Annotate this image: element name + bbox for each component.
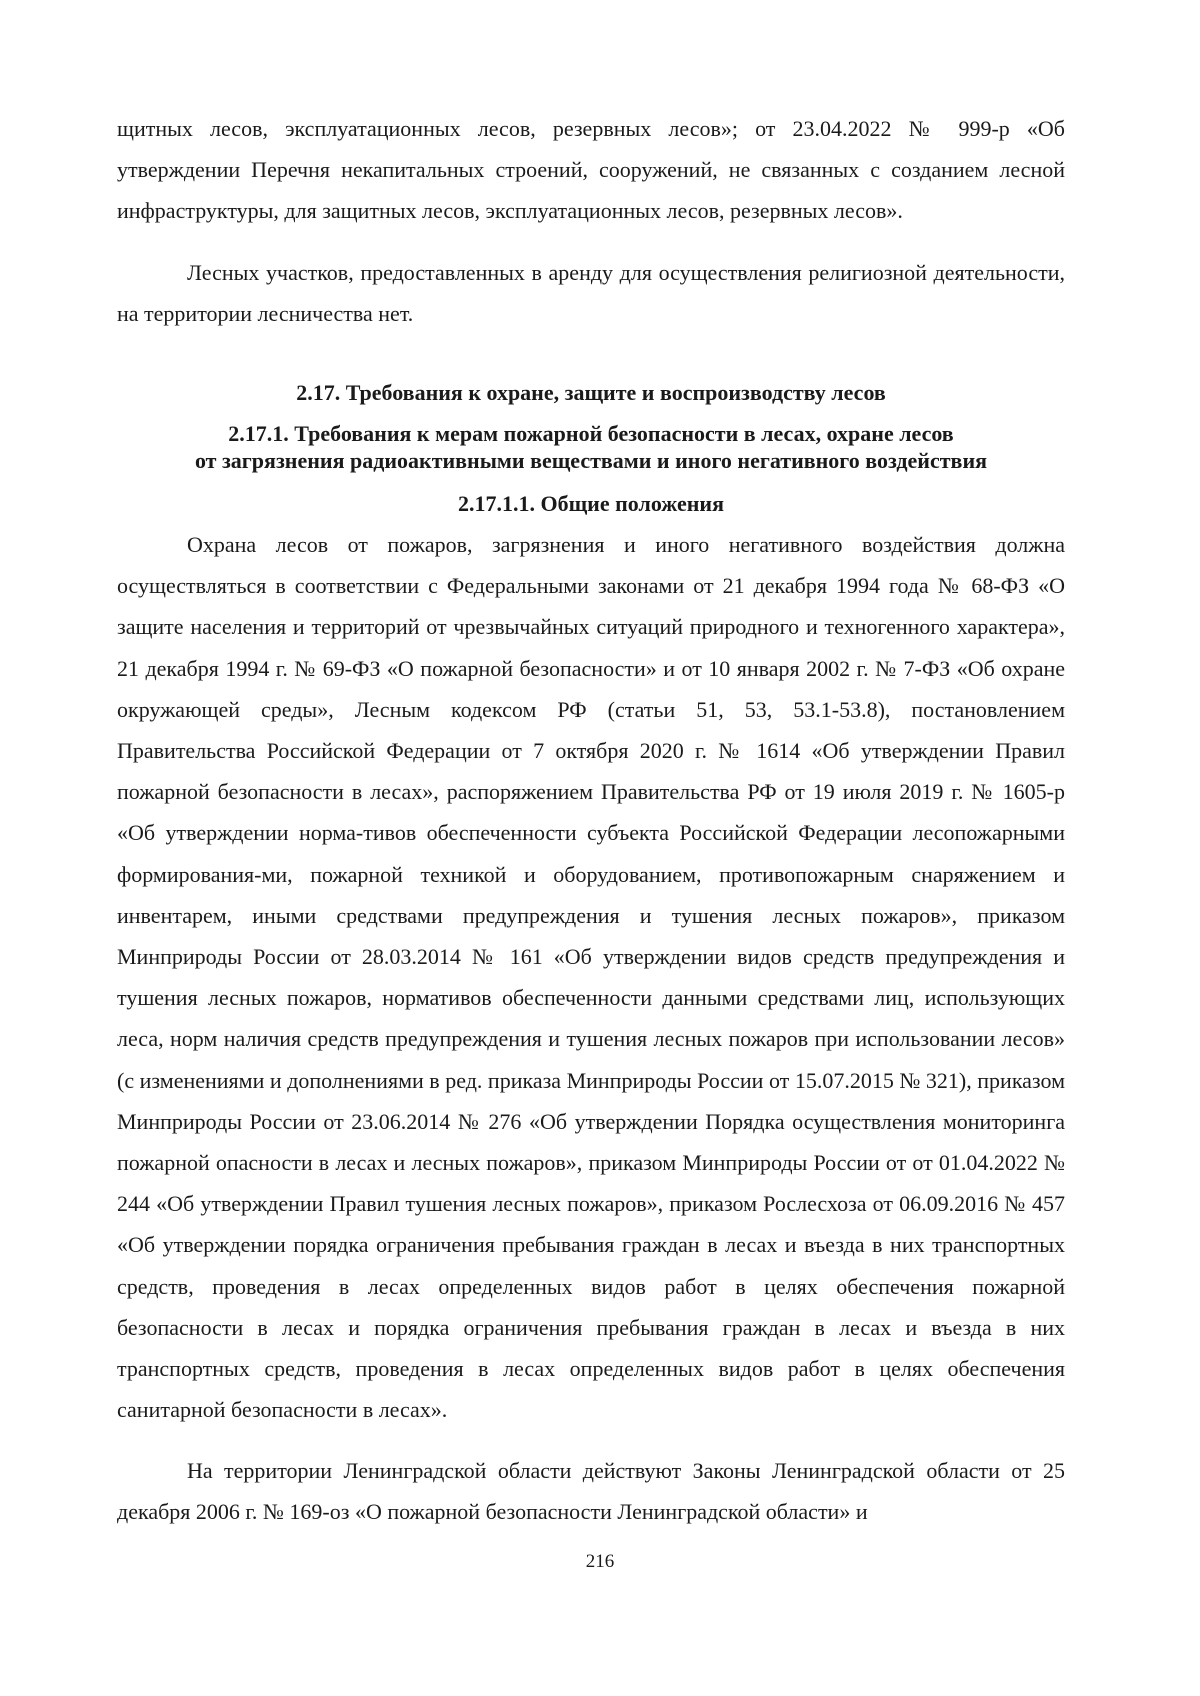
fire-protection-legal-basis-paragraph: Охрана лесов от пожаров, загрязнения и иного негативного воздействия должна осуществляться в соответствии с Федеральными законами от 21 декабря 1994 года № 68-ФЗ «О защите населения и территорий от чрезвычайных ситуаций природного и техногенного характера», 21 декабря 1994 г. № 69-ФЗ «О пожарной безопасности» и от 10 января 2002 г. № 7-ФЗ «Об охране окружающей среды», Лесным кодексом РФ (статьи 51, 53, 53.1-53.8), постановлением Правительства Российской Федерации от 7 октября 2020 г. № 1614 «Об утверждении Правил пожарной безопасности в лесах», распоряжением Правительства РФ от 19 июля 2019 г. № 1605-р «Об утверждении норма-тивов обеспеченности субъекта Российской Федерации лесопожарными формирования-ми, пожарной техникой и оборудованием, противопожарным снаряжением и инвентарем, иными средствами предупреждения и тушения лесных пожаров», приказом Минприроды России от 28.03.2014 № 161 «Об утверждении видов средств предупреждения и тушения лесных пожаров, нормативов обеспеченности данными средствами лиц, использующих леса, норм наличия средств предупреждения и тушения лесных пожаров при использовании лесов» (с изменениями и дополнениями в ред. приказа Минприроды России от 15.07.2015 № 321), приказом Минприроды России от 23.06.2014 № 276 «Об утверждении Порядка осуществления мониторинга пожарной опасности в лесах и лесных пожаров», приказом Минприроды России от от 01.04.2022 № 244 «Об утверждении Правил тушения лесных пожаров», приказом Рослесхоза от 06.09.2016 № 457 «Об утверждении порядка ограничения пребывания граждан в лесах и въезда в них транспортных средств, проведения в лесах определенных видов работ в целях обеспечения пожарной безопасности в лесах и порядка ограничения пребывания граждан в лесах и въезда в них транспортных средств, проведения в лесах определенных видов работ в целях обеспечения санитарной безопасности в лесах». <box>117 532 1065 1423</box>
page-number: 216 <box>585 1551 615 1572</box>
subsection-heading-line-2: от загрязнения радиоактивными веществами и иного негативного воздействия <box>194 448 988 473</box>
intro-paragraph: щитных лесов, эксплуатационных лесов, резервных лесов»; от 23.04.2022 № 999-р «Об утверждении Перечня некапитальных строений, сооружений, не связанных с созданием лесной инфраструктуры, для защитных лесов, эксплуатационных лесов, резервных лесов». <box>117 116 1065 224</box>
religious-activity-paragraph: Лесных участков, предоставленных в аренду для осуществления религиозной деятельности, на территории лесничества нет. <box>117 260 1065 327</box>
subsection-heading-2-17-1-1: 2.17.1.1. Общие положения <box>458 491 724 516</box>
subsection-heading-2-17-1 <box>117 420 1065 474</box>
section-heading-2-17: 2.17. Требования к охране, защите и воспроизводству лесов <box>296 380 886 405</box>
subsection-heading-line-1: 2.17.1. Требования к мерам пожарной безопасности в лесах, охране лесов <box>228 421 954 446</box>
leningrad-region-laws-paragraph: На территории Ленинградской области действуют Законы Ленинградской области от 25 декабря 2006 г. № 169-оз «О пожарной безопасности Ленинградской области» и <box>117 1458 1065 1525</box>
